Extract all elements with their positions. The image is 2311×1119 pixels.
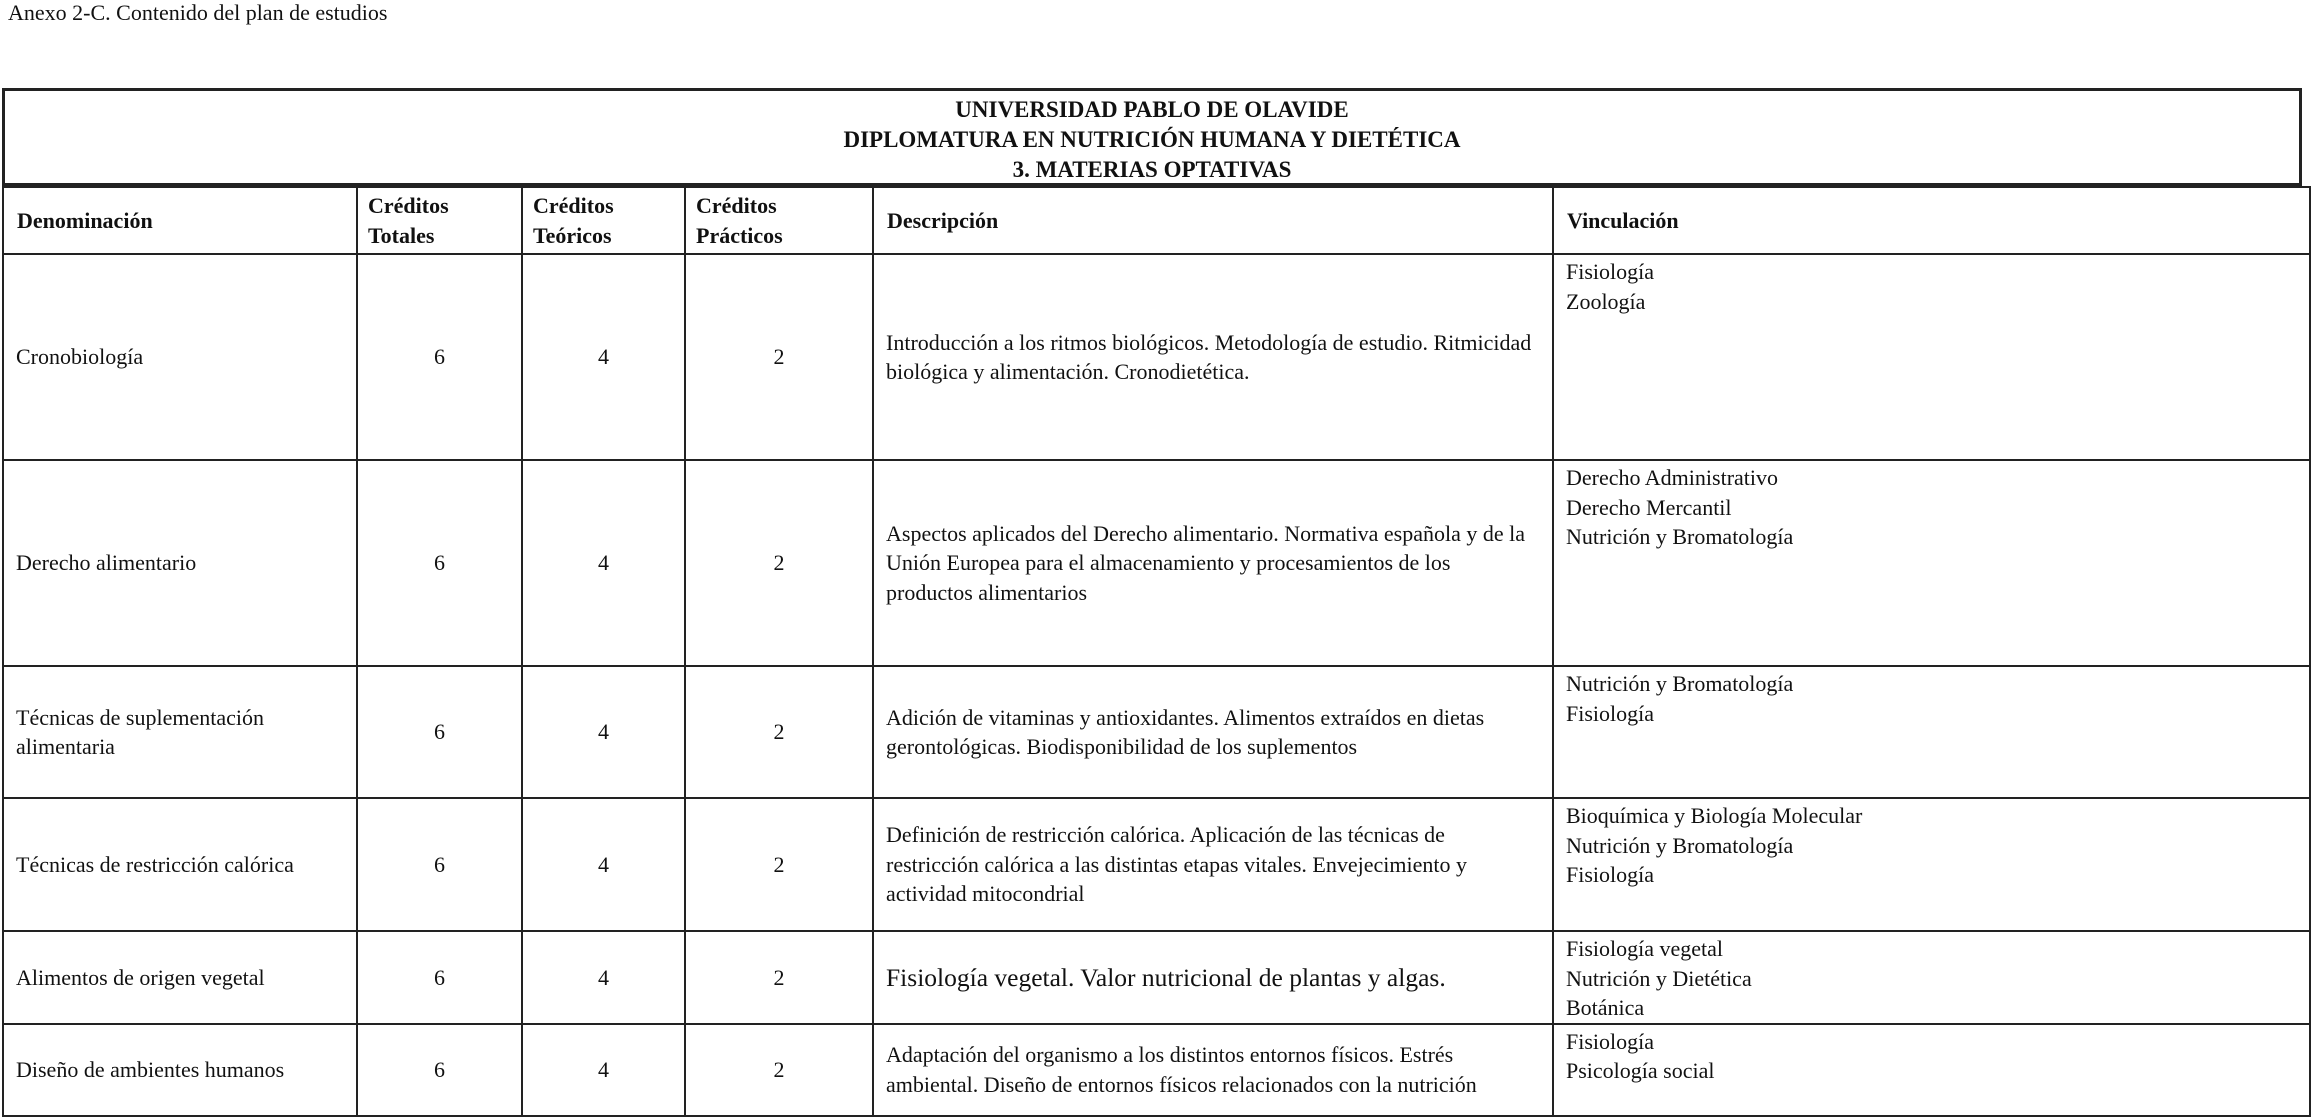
- page-header: Anexo 2-C. Contenido del plan de estudios: [8, 0, 388, 25]
- vinculacion-item: Derecho Administrativo: [1566, 465, 1779, 490]
- university-title: UNIVERSIDAD PABLO DE OLAVIDE: [955, 97, 1349, 122]
- table-row: [3, 666, 2310, 798]
- vinculacion-item: Fisiología: [1566, 700, 1655, 726]
- degree-title: DIPLOMATURA EN NUTRICIÓN HUMANA Y DIETÉTICA: [843, 127, 1461, 152]
- cell-teoricos: 4: [522, 798, 685, 931]
- cell-totales: 6: [357, 666, 522, 798]
- cell-practicos: 2: [685, 666, 873, 798]
- section-title: 3. MATERIAS OPTATIVAS: [1012, 157, 1292, 182]
- table-row: [3, 1024, 2310, 1116]
- cell-totales: 6: [357, 460, 522, 666]
- cell-descripcion: Adición de vitaminas y antioxidantes. Alimentos extraídos en dietas gerontológicas. Biodisponibilidad de los suplementos: [873, 666, 1553, 798]
- table-row: [3, 254, 2310, 460]
- cell-totales: 6: [357, 798, 522, 931]
- cell-descripcion: Fisiología vegetal. Valor nutricional de plantas y algas.: [873, 931, 1553, 1024]
- cell-teoricos: 4: [522, 254, 685, 460]
- cell-descripcion: Definición de restricción calórica. Aplicación de las técnicas de restricción calórica a las distintas etapas vitales. Envejecimiento y actividad mitocondrial: [873, 798, 1553, 931]
- vinculacion-item: Nutrición y Bromatología: [1566, 524, 1794, 549]
- header-denominacion: Denominación: [3, 187, 357, 254]
- table-header-row: [3, 187, 2310, 254]
- cell-denominacion: Técnicas de suplementación alimentaria: [3, 666, 357, 798]
- header-descripcion: Descripción: [873, 187, 1553, 254]
- cell-vinculacion: [1553, 460, 2310, 666]
- cell-descripcion: Introducción a los ritmos biológicos. Metodología de estudio. Ritmicidad biológica y alimentación. Cronodietética.: [873, 254, 1553, 460]
- header-creditos-practicos: Créditos Prácticos: [685, 187, 873, 254]
- cell-teoricos: 4: [522, 931, 685, 1024]
- header-creditos-teoricos: Créditos Teóricos: [522, 187, 685, 254]
- vinculacion-item: Botánica: [1566, 995, 1645, 1020]
- cell-teoricos: 4: [522, 460, 685, 666]
- cell-denominacion: Cronobiología: [3, 254, 357, 460]
- header-vinculacion: Vinculación: [1553, 187, 2310, 254]
- cell-vinculacion: [1553, 254, 2310, 460]
- cell-vinculacion: [1553, 798, 2310, 931]
- header-creditos-totales: Créditos Totales: [357, 187, 522, 254]
- cell-vinculacion: [1553, 1024, 2310, 1116]
- vinculacion-item: Nutrición y Dietética: [1566, 965, 1752, 991]
- cell-totales: 6: [357, 254, 522, 460]
- vinculacion-item: Psicología social: [1566, 1058, 1715, 1083]
- table-row: [3, 460, 2310, 666]
- cell-totales: 6: [357, 931, 522, 1024]
- cell-vinculacion: [1553, 666, 2310, 798]
- cell-descripcion: Aspectos aplicados del Derecho alimentario. Normativa española y de la Unión Europea para el almacenamiento y procesamientos de los productos alimentarios: [873, 460, 1553, 666]
- table-row: [3, 798, 2310, 931]
- cell-practicos: 2: [685, 1024, 873, 1116]
- cell-denominacion: Diseño de ambientes humanos: [3, 1024, 357, 1116]
- cell-denominacion: Derecho alimentario: [3, 460, 357, 666]
- cell-practicos: 2: [685, 931, 873, 1024]
- vinculacion-item: Fisiología: [1566, 862, 1655, 887]
- cell-denominacion: Técnicas de restricción calórica: [3, 798, 357, 931]
- vinculacion-item: Derecho Mercantil: [1566, 494, 1732, 520]
- cell-teoricos: 4: [522, 1024, 685, 1116]
- vinculacion-item: Fisiología: [1566, 259, 1655, 284]
- cell-teoricos: 4: [522, 666, 685, 798]
- cell-practicos: 2: [685, 254, 873, 460]
- cell-denominacion: Alimentos de origen vegetal: [3, 931, 357, 1024]
- cell-practicos: 2: [685, 460, 873, 666]
- cell-practicos: 2: [685, 798, 873, 931]
- vinculacion-item: Nutrición y Bromatología: [1566, 832, 1794, 858]
- vinculacion-item: Fisiología vegetal: [1566, 936, 1724, 961]
- vinculacion-item: Nutrición y Bromatología: [1566, 671, 1794, 696]
- vinculacion-item: Zoología: [1566, 288, 1646, 314]
- optional-subjects-table: [2, 186, 2311, 1117]
- cell-totales: 6: [357, 1024, 522, 1116]
- cell-vinculacion: [1553, 931, 2310, 1024]
- cell-descripcion: Adaptación del organismo a los distintos entornos físicos. Estrés ambiental. Diseño de entornos físicos relacionados con la nutrición: [873, 1024, 1553, 1116]
- vinculacion-item: Bioquímica y Biología Molecular: [1566, 803, 1863, 828]
- document-title-box: [2, 88, 2302, 186]
- table-row: [3, 931, 2310, 1024]
- vinculacion-item: Fisiología: [1566, 1028, 1655, 1054]
